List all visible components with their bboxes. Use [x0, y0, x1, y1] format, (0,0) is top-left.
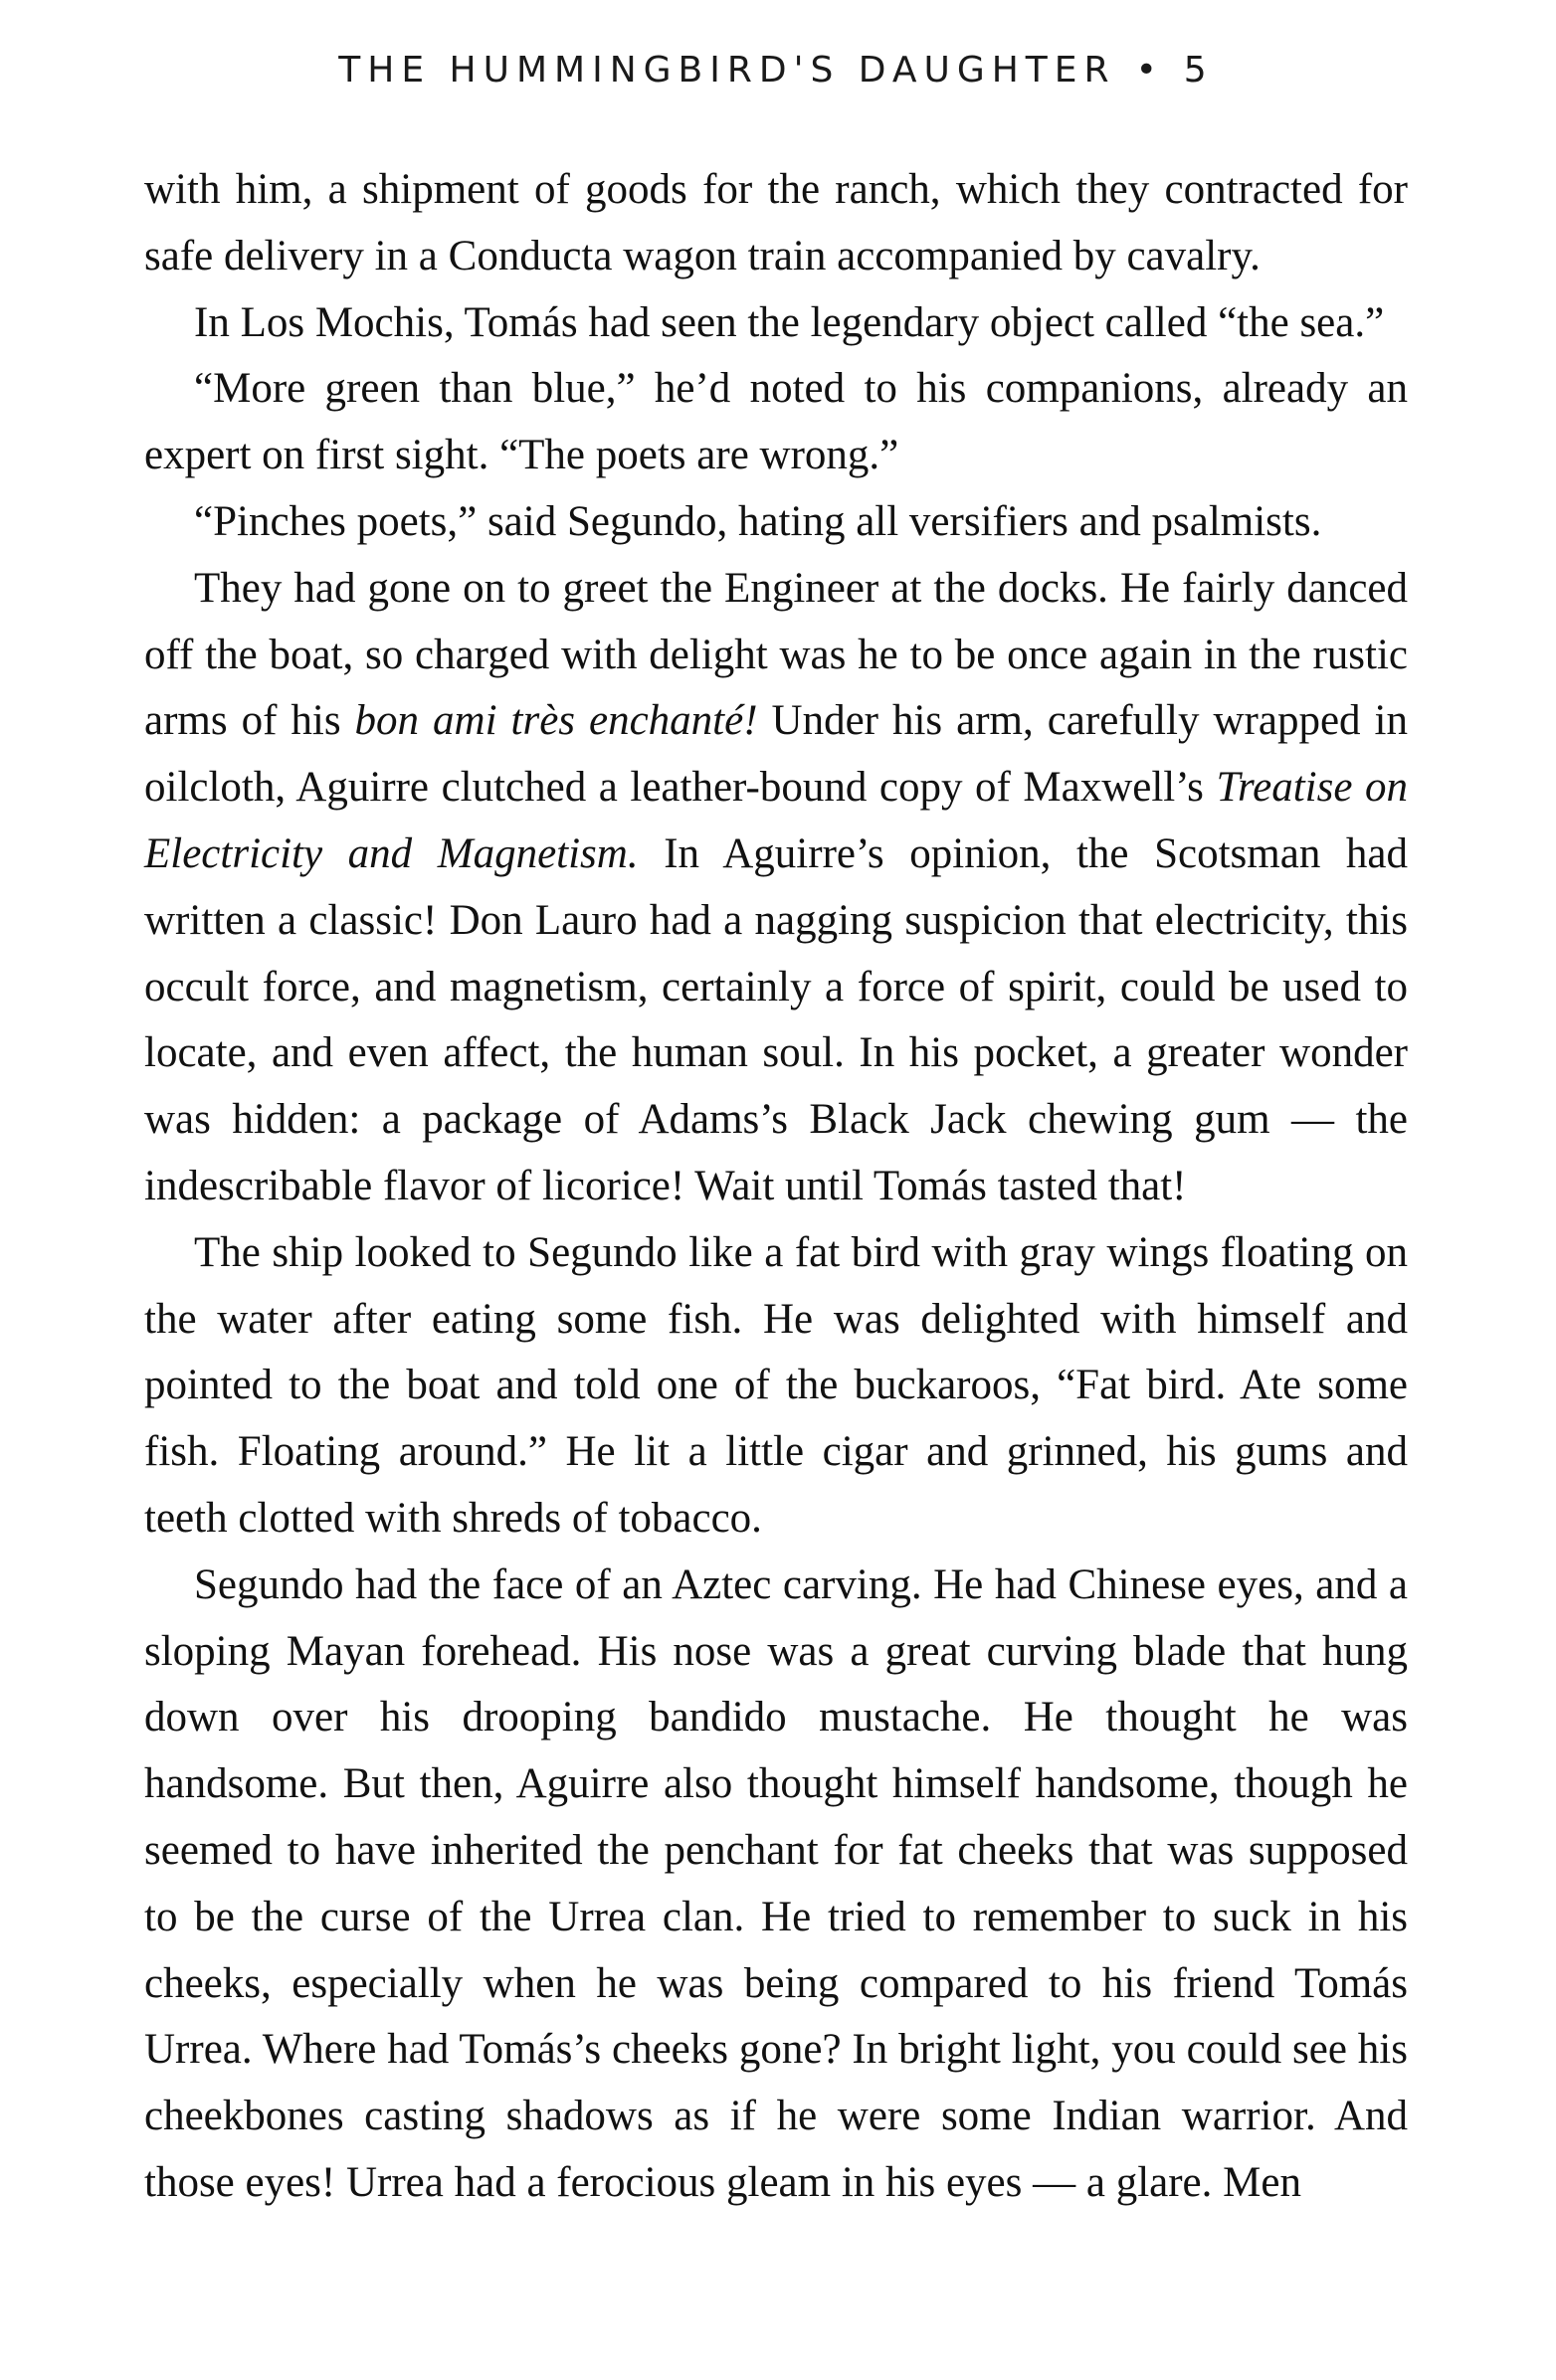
page-number: 5	[1183, 50, 1214, 91]
italic-phrase: bon ami très enchanté!	[354, 697, 758, 745]
text-run: They had gone on to greet the Engineer at the docks. He fairly danced off the boat, so charged with delight was he to be once again in the rustic arms of his	[144, 564, 1408, 745]
paragraph: Segundo had the face of an Aztec carving. He had Chinese eyes, and a sloping Mayan forehead. His nose was a great curving blade that hung down over his drooping bandido mustache. He thought he was handsome. But then, Aguirre also thought himself handsome, though he seemed to have inherited the penchant for fat cheeks that was supposed to be the curse of the Urrea clan. He tried to remember to suck in his cheeks, especially when he was being compared to his friend Tomás Urrea. Where had Tomás’s cheeks gone? In bright light, you could see his cheekbones casting shadows as if he were some Indian warrior. And those eyes! Urrea had a ferocious gleam in his eyes — a glare. Men	[144, 1560, 1408, 2206]
book-title-italic: Treatise on Electricity and Magnetism.	[144, 764, 1408, 877]
body-text	[144, 157, 1408, 2217]
text-run: In Aguirre’s opinion, the Scotsman had written a classic! Don Lauro had a nagging suspicion that electricity, this occult force, and magnetism, certainly a force of spirit, could be used to locate, and even affect, the human soul. In his pocket, a greater wonder was hidden: a package of Adams’s Black Jack chewing gum — the indescribable flavor of licorice! Wait until Tomás tasted that!	[144, 829, 1408, 1209]
paragraph: The ship looked to Segundo like a fat bird with gray wings floating on the water after eating some fish. He was delighted with himself and pointed to the boat and told one of the buckaroos, “Fat bird. Ate some fish. Floating around.” He lit a little cigar and grinned, his gums and teeth clotted with shreds of tobacco.	[144, 1228, 1408, 1542]
running-head	[144, 50, 1408, 91]
paragraph: “Pinches poets,” said Segundo, hating all versifiers and psalmists.	[194, 497, 1322, 545]
paragraph	[144, 556, 1408, 1220]
text-run: Under his arm, carefully wrapped in oilcloth, Aguirre clutched a leather-bound copy of Maxwell’s	[144, 697, 1408, 812]
header-separator: •	[1135, 50, 1164, 91]
paragraph: with him, a shipment of goods for the ranch, which they contracted for safe delivery in a Conducta wagon train accompanied by cavalry.	[144, 166, 1408, 279]
paragraph: “More green than blue,” he’d noted to his companions, already an expert on first sight. “The poets are wrong.”	[144, 365, 1408, 479]
book-title: THE HUMMINGBIRD'S DAUGHTER	[338, 50, 1116, 91]
paragraph: In Los Mochis, Tomás had seen the legendary object called “the sea.”	[194, 298, 1385, 346]
